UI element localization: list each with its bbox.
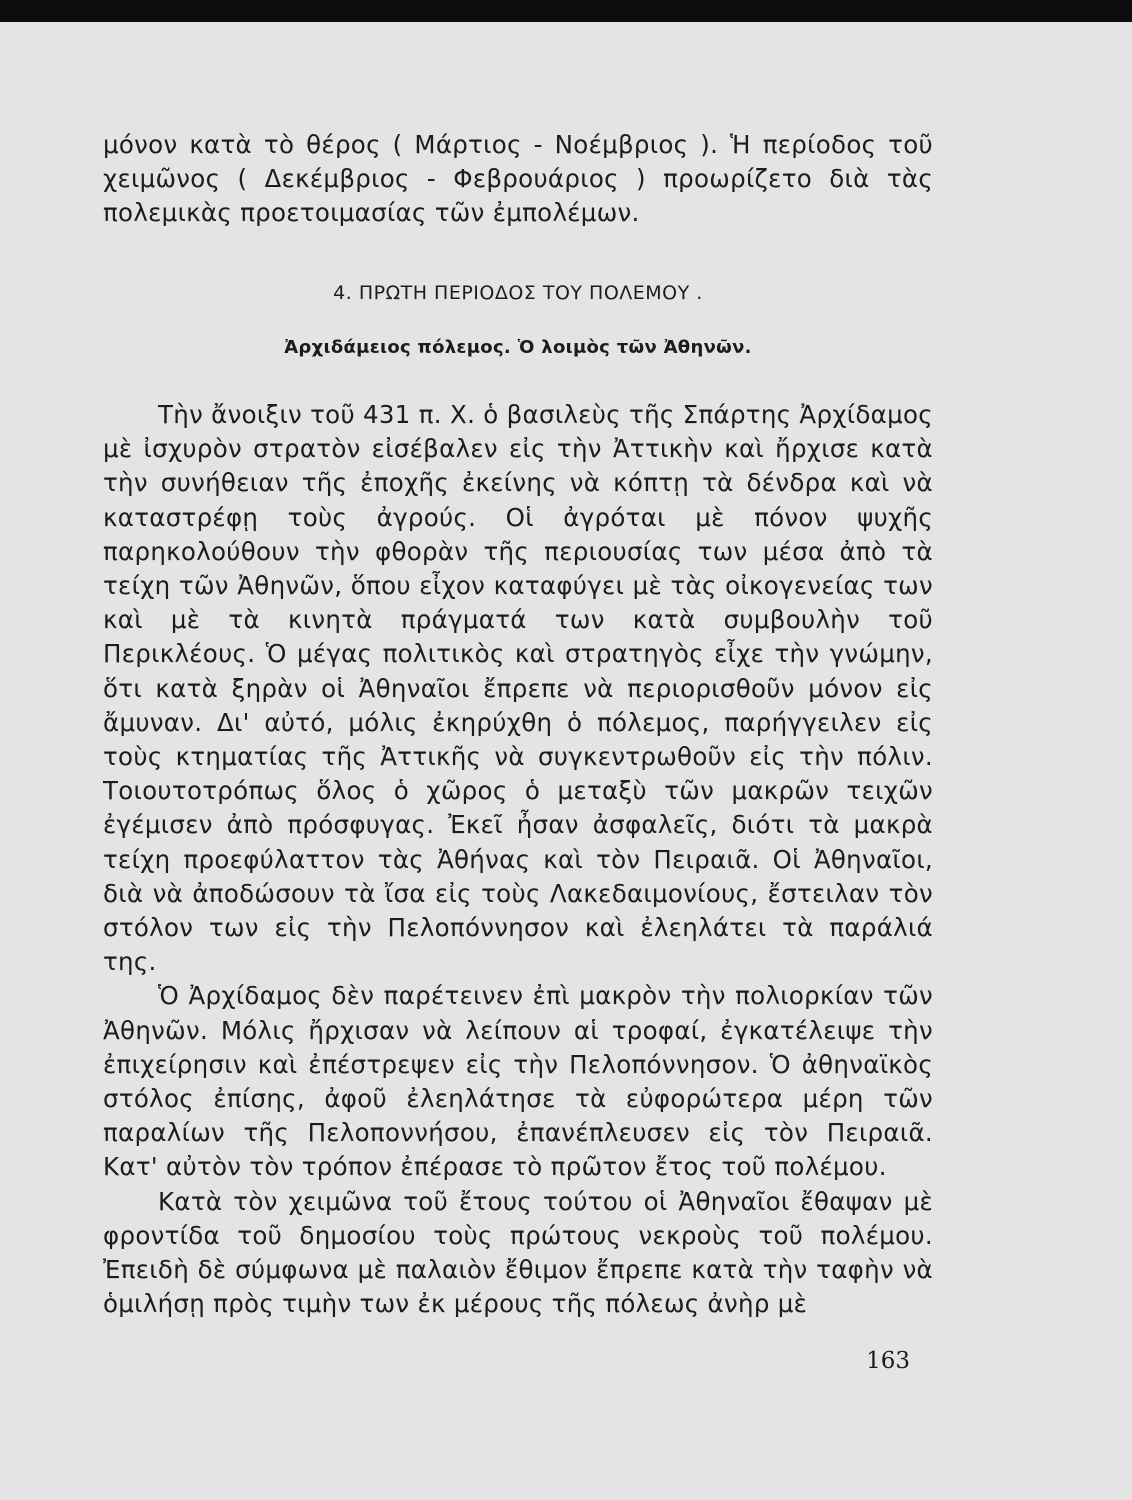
intro-paragraph: μόνον κατὰ τὸ θέρος ( Μάρτιος - Νοέμβριος ). Ἡ περίοδος τοῦ χειμῶνος ( Δεκέμβριος - Φεβρουάριος ) προωρίζετο διὰ τὰς πολεμικὰς προετοιμασίας τῶν ἐμπολέμων. — [103, 130, 933, 228]
section-heading: 4. ΠΡΩΤΗ ΠΕΡΙΟΔΟΣ ΤΟΥ ΠΟΛΕΜΟΥ . — [333, 282, 703, 304]
paragraph-1: Τὴν ἄνοιξιν τοῦ 431 π. Χ. ὁ βασιλεὺς τῆς Σπάρτης Ἀρχίδαμος μὲ ἰσχυρὸν στρατὸν εἰσέβαλεν εἰς τὴν Ἀττικὴν καὶ ἤρχισε κατὰ τὴν συνήθειαν τῆς ἐποχῆς ἐκείνης νὰ κόπτῃ τὰ δένδρα καὶ νὰ καταστρέφῃ τοὺς ἀγρούς. Οἱ ἀγρόται μὲ πόνον ψυχῆς παρηκολούθουν τὴν φθορὰν τῆς περιουσίας των μέσα ἀπὸ τὰ τείχη τῶν Ἀθηνῶν, ὅπου εἶχον καταφύγει μὲ τὰς οἰκογενείας των καὶ μὲ τὰ κινητὰ πράγματά των κατὰ συμβουλὴν τοῦ Περικλέους. Ὁ μέγας πολιτικὸς καὶ στρατηγὸς εἶχε τὴν γνώμην, ὅτι κατὰ ξηρὰν οἱ Ἀθηναῖοι ἔπρεπε νὰ περιορισθοῦν μόνον εἰς ἄμυναν. Δι' αὐτό, μόλις ἐκηρύχθη ὁ πόλεμος, παρήγγειλεν εἰς τοὺς κτηματίας τῆς Ἀττικῆς νὰ συγκεντρωθοῦν εἰς τὴν πόλιν. Τοιουτοτρόπως ὅλος ὁ χῶρος ὁ μεταξὺ τῶν μακρῶν τειχῶν ἐγέμισεν ἀπὸ πρόσφυγας. Ἐκεῖ ἦσαν ἀσφαλεῖς, διότι τὰ μακρὰ τείχη προεφύλαττον τὰς Ἀθήνας καὶ τὸν Πειραιᾶ. Οἱ Ἀθηναῖοι, διὰ νὰ ἀποδώσουν τὰ ἴσα εἰς τοὺς Λακεδαιμονίους, ἔστειλαν τὸν στόλον των εἰς τὴν Πελοπόννησον καὶ ἐλεηλάτει τὰ παράλιά της. — [103, 400, 933, 977]
book-page — [0, 22, 1132, 1500]
page-number: 163 — [866, 1348, 910, 1374]
paragraph-2: Ὁ Ἀρχίδαμος δὲν παρέτεινεν ἐπὶ μακρὸν τὴν πολιορκίαν τῶν Ἀθηνῶν. Μόλις ἤρχισαν νὰ λείπουν αἱ τροφαί, ἐγκατέλειψε τὴν ἐπιχείρησιν καὶ ἐπέστρεψεν εἰς τὴν Πελοπόννησον. Ὁ ἀθηναϊκὸς στόλος ἐπίσης, ἀφοῦ ἐλεηλάτησε τὰ εὐφορώτερα μέρη τῶν παραλίων τῆς Πελοποννήσου, ἐπανέπλευσεν εἰς τὸν Πειραιᾶ. Κατ' αὐτὸν τὸν τρόπον ἐπέρασε τὸ πρῶτον ἔτος τοῦ πολέμου. — [103, 981, 933, 1182]
intro-block — [103, 128, 933, 231]
paragraph-3: Κατὰ τὸν χειμῶνα τοῦ ἔτους τούτου οἱ Ἀθηναῖοι ἔθαψαν μὲ φροντίδα τοῦ δημοσίου τοὺς πρώτους νεκροὺς τοῦ πολέμου. Ἐπειδὴ δὲ σύμφωνα μὲ παλαιὸν ἔθιμον ἔπρεπε κατὰ τὴν ταφὴν νὰ ὁμιλήσῃ πρὸς τιμὴν των ἐκ μέρους τῆς πόλεως ἀνὴρ μὲ — [103, 1186, 933, 1319]
subheading: Ἀρχιδάμειος πόλεμος. Ὁ λοιμὸς τῶν Ἀθηνῶν. — [284, 337, 752, 358]
body-text — [103, 398, 933, 1321]
